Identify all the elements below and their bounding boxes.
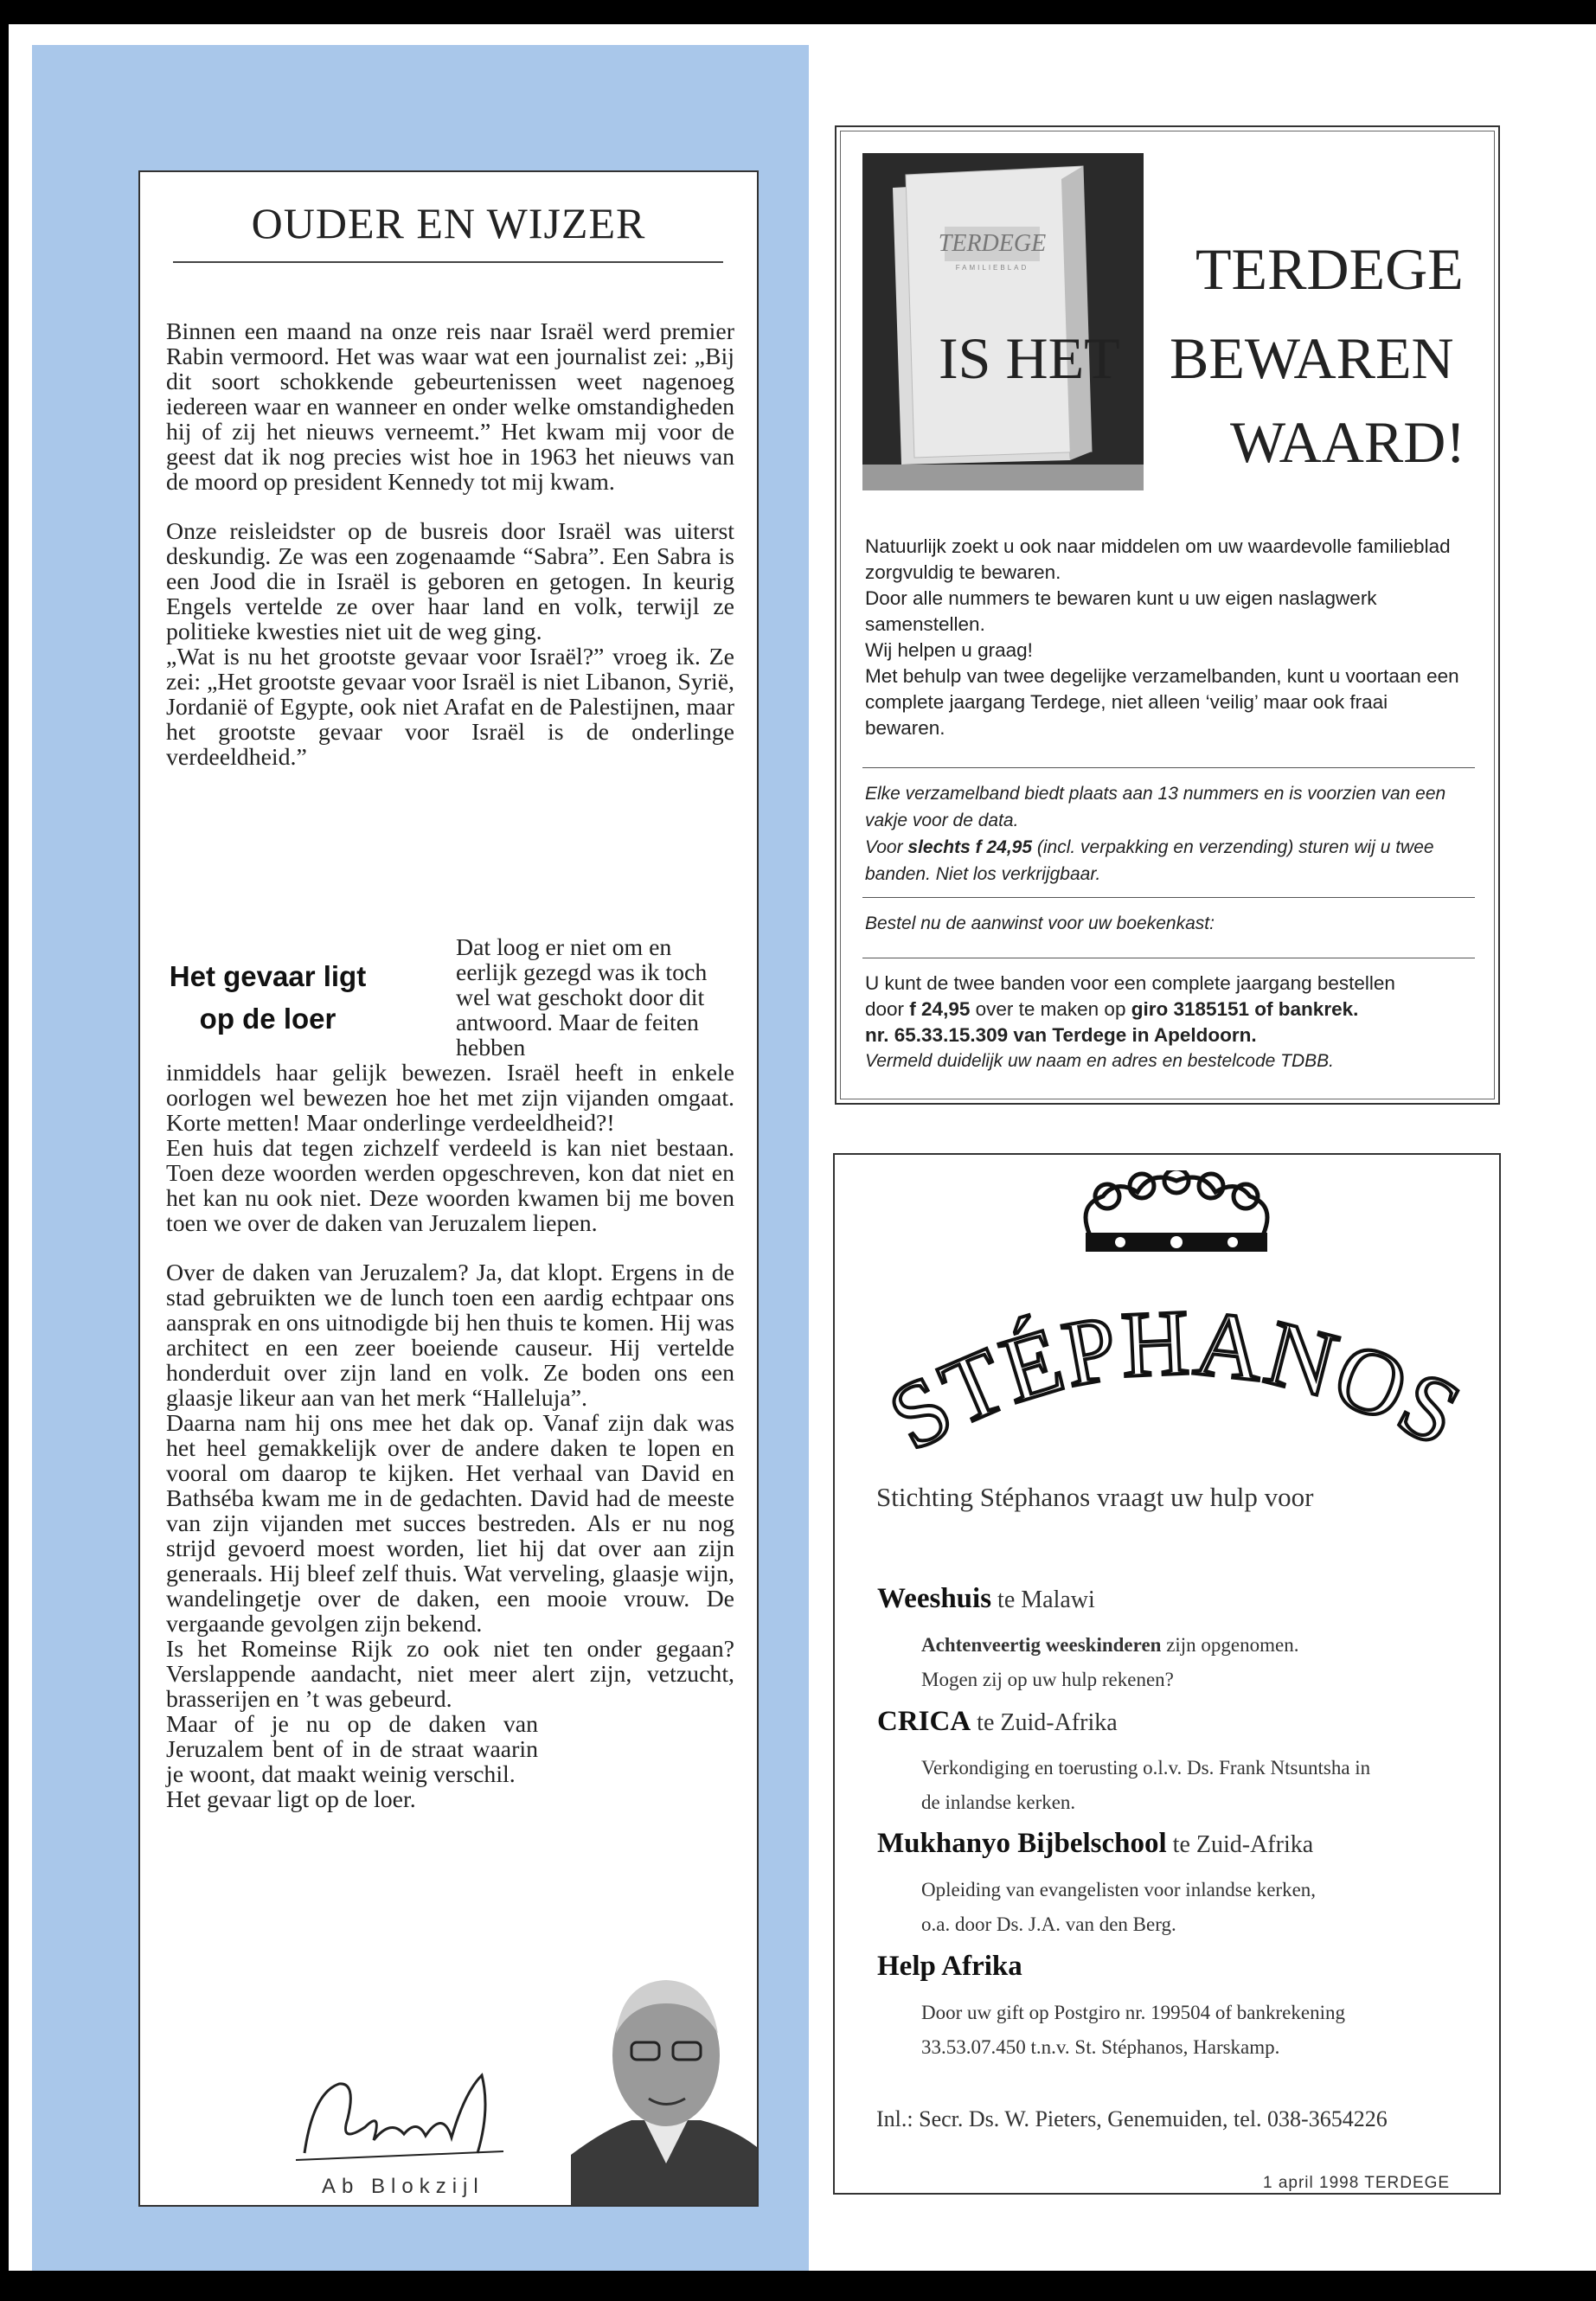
ad-body xyxy=(865,534,1471,741)
price: slechts f 24,95 xyxy=(907,837,1033,857)
pull-quote-line: Het gevaar ligt xyxy=(169,960,367,992)
org-line: Mogen zij op uw hulp rekenen? xyxy=(921,1669,1174,1690)
title-divider xyxy=(173,261,723,263)
order-heading: Bestel nu de aanwinst voor uw boekenkast: xyxy=(865,913,1215,933)
paragraph: inmiddels haar gelijk bewezen. Israël heeft in enkele oorlogen wel bewezen hoe het met zijn vijanden omgaat. Korte metten! Maar onderlinge verdeeldheid?! xyxy=(166,1060,734,1137)
org-mukhanyo: Mukhanyo Bijbelschool te Zuid-Afrika xyxy=(877,1828,1314,1859)
paragraph: Onze reisleidster op de busreis door Israël was uiterst deskundig. Ze was een zogenaamde “Sabra”. Een Sabra is een Jood die in Israël is geboren en getogen. In keurig Engels vertelde ze over haar land en volk, terwijl ze politieke kwesties niet uit de weg ging. xyxy=(166,518,734,645)
page-footer: 1 april 1998 TERDEGE xyxy=(1263,2174,1451,2192)
stephanos-logo xyxy=(843,1250,1492,1509)
org-line: Opleiding van evangelisten voor inlandse kerken, xyxy=(921,1879,1317,1900)
ad-italic-text: Elke verzamelband biedt plaats aan 13 nummers en is voorzien van een vakje voor de data. xyxy=(865,784,1446,830)
top-border xyxy=(0,0,1596,24)
org-line: Achtenveertig weeskinderen zijn opgenomen. xyxy=(921,1634,1299,1656)
ad-headline-line3: WAARD! xyxy=(1230,409,1465,475)
author-name: Ab Blokzijl xyxy=(322,2175,484,2198)
org-line: Door uw gift op Postgiro nr. 199504 of bankrekening xyxy=(921,2002,1345,2023)
binder-subtitle: FAMILIEBLAD xyxy=(955,264,1029,272)
ad-headline-line2b: BEWAREN xyxy=(1170,325,1454,391)
paragraph: Een huis dat tegen zichzelf verdeeld is kan niet bestaan. Toen deze woorden werden opgeschreven, kon dat niet en het kan nu ook niet. Deze woorden kwamen bij me boven toen we over de daken van Jeruzalem liepen. xyxy=(166,1135,734,1237)
ad-italic-block xyxy=(865,780,1471,888)
pull-quote xyxy=(157,955,378,1040)
pull-quote-line: op de loer xyxy=(199,1003,337,1035)
article-beside-text: Dat loog er niet om en eerlijk gezegd was ik toch wel wat geschokt door dit antwoord. Maar de feiten hebben xyxy=(456,934,708,1061)
binder-image xyxy=(862,153,1144,490)
ad-divider xyxy=(862,897,1475,898)
article-title: OUDER EN WIJZER xyxy=(251,199,646,247)
paragraph: Over de daken van Jeruzalem? Ja, dat klopt. Ergens in de stad gebruikten we de lunch toen een aardig echtpaar ons aansprak en ons uitnodigde bij hen thuis te komen. Hij was architect en een zeer boeiende causeur. Hij vertelde honderduit over zijn land en volk. Ze boden ons een glaasje likeur aan van het merk “Halleluja”. xyxy=(166,1259,734,1412)
terdege-ad xyxy=(835,125,1500,1105)
org-line: Verkondiging en toerusting o.l.v. Ds. Frank Ntsuntsha in xyxy=(921,1757,1371,1779)
order-block xyxy=(865,971,1471,1074)
paragraph: Binnen een maand na onze reis naar Israël werd premier Rabin vermoord. Het was waar wat een journalist zei: „Bij dit soort schokkende gebeurtenissen weet nagenoeg iedereen waar en wanneer en onder welke omstandigheden hij of zij het nieuws verneemt.” Het kwam mij voor de geest dat ik nog precies wist hoe in 1963 het nieuws van de moord op president Kennedy tot mij kwam. xyxy=(166,318,734,496)
paragraph: Is het Romeinse Rijk zo ook niet ten onder gegaan? Verslappende aandacht, niet meer alert zijn, vetzucht, brasserijen en ’t was gebeurd. xyxy=(166,1636,734,1713)
ad-text: Wij helpen u graag! xyxy=(865,639,1033,661)
ad-headline-line2a: IS HET xyxy=(939,325,1120,391)
ad-headline-line1: TERDEGE xyxy=(1195,236,1464,302)
binder-title: TERDEGE xyxy=(938,230,1047,257)
stephanos-ad xyxy=(833,1153,1501,2195)
author-photo xyxy=(571,1956,759,2207)
article-body-bottom xyxy=(166,1061,734,1812)
paragraph: Maar of je nu op de daken van Jeruzalem bent of in de straat waarin je woont, dat maakt weinig verschil. xyxy=(166,1711,538,1788)
ad-italic-text: Voor slechts f 24,95 (incl. verpakking en verzending) sturen wij u twee banden. Niet los verkrijgbaar. xyxy=(865,837,1434,884)
ad-divider xyxy=(862,767,1475,768)
org-line: o.a. door Ds. J.A. van den Berg. xyxy=(921,1913,1176,1935)
left-border xyxy=(0,0,9,2301)
ad-text: Door alle nummers te bewaren kunt u uw eigen naslagwerk samenstellen. xyxy=(865,587,1377,635)
bottom-border xyxy=(0,2271,1596,2301)
order-note: Vermeld duidelijk uw naam en adres en bestelcode TDBB. xyxy=(865,1051,1335,1071)
paragraph: Daarna nam hij ons mee het dak op. Vanaf zijn dak was het heel gemakkelijk over de andere daken te lopen en vooral om daarop te kijken. Het verhaal van David en Bathséba kwam me in de gedachten. David had de meeste van zijn vijanden met succes bestreden. Als er nu nog strijd gevoerd moest worden, liet hij dat over aan zijn generaals. Hij bleef zelf thuis. Wat verveling, glaasje wijn, wandelingetje over de daken, een mooie vrouw. De vergaande gevolgen zijn bekend. xyxy=(166,1410,734,1638)
article-panel xyxy=(32,45,809,2288)
org-line: 33.53.07.450 t.n.v. St. Stéphanos, Harskamp. xyxy=(921,2036,1280,2058)
ad-text: Natuurlijk zoekt u ook naar middelen om uw waardevolle familieblad zorgvuldig te bewaren. xyxy=(865,535,1451,583)
article-box xyxy=(138,170,759,2207)
order-text: U kunt de twee banden voor een complete jaargang bestellen xyxy=(865,972,1395,994)
org-help-afrika: Help Afrika xyxy=(877,1951,1022,1982)
org-weeshuis: Weeshuis te Malawi xyxy=(877,1583,1095,1614)
article-body-top xyxy=(166,319,734,770)
org-line: de inlandse kerken. xyxy=(921,1791,1076,1813)
paragraph: Het gevaar ligt op de loer. xyxy=(166,1786,416,1813)
author-signature xyxy=(279,2058,538,2170)
order-text: nr. 65.33.15.309 van Terdege in Apeldoorn. xyxy=(865,1024,1257,1046)
ad-text: Met behulp van twee degelijke verzamelbanden, kunt u voortaan een complete jaargang Terdege, niet alleen ‘veilig’ maar ook fraai bewaren. xyxy=(865,665,1459,739)
stephanos-intro: Stichting Stéphanos vraagt uw hulp voor xyxy=(876,1482,1314,1512)
org-crica: CRICA te Zuid-Afrika xyxy=(877,1706,1118,1737)
paragraph: „Wat is nu het grootste gevaar voor Israël?” vroeg ik. Ze zei: „Het grootste gevaar voor Israël is niet Libanon, Syrië, Jordanië of Egypte, ook niet Arafat en de Palestijnen, maar het grootste gevaar voor Israël is de onderlinge verdeeldheid.” xyxy=(166,644,734,771)
svg-text:STÉPHANOS: STÉPHANOS xyxy=(873,1291,1478,1471)
order-text: door f 24,95 over te maken op giro 3185151 of bankrek. xyxy=(865,998,1359,1020)
stephanos-contact: Inl.: Secr. Ds. W. Pieters, Genemuiden, tel. 038-3654226 xyxy=(876,2106,1388,2131)
